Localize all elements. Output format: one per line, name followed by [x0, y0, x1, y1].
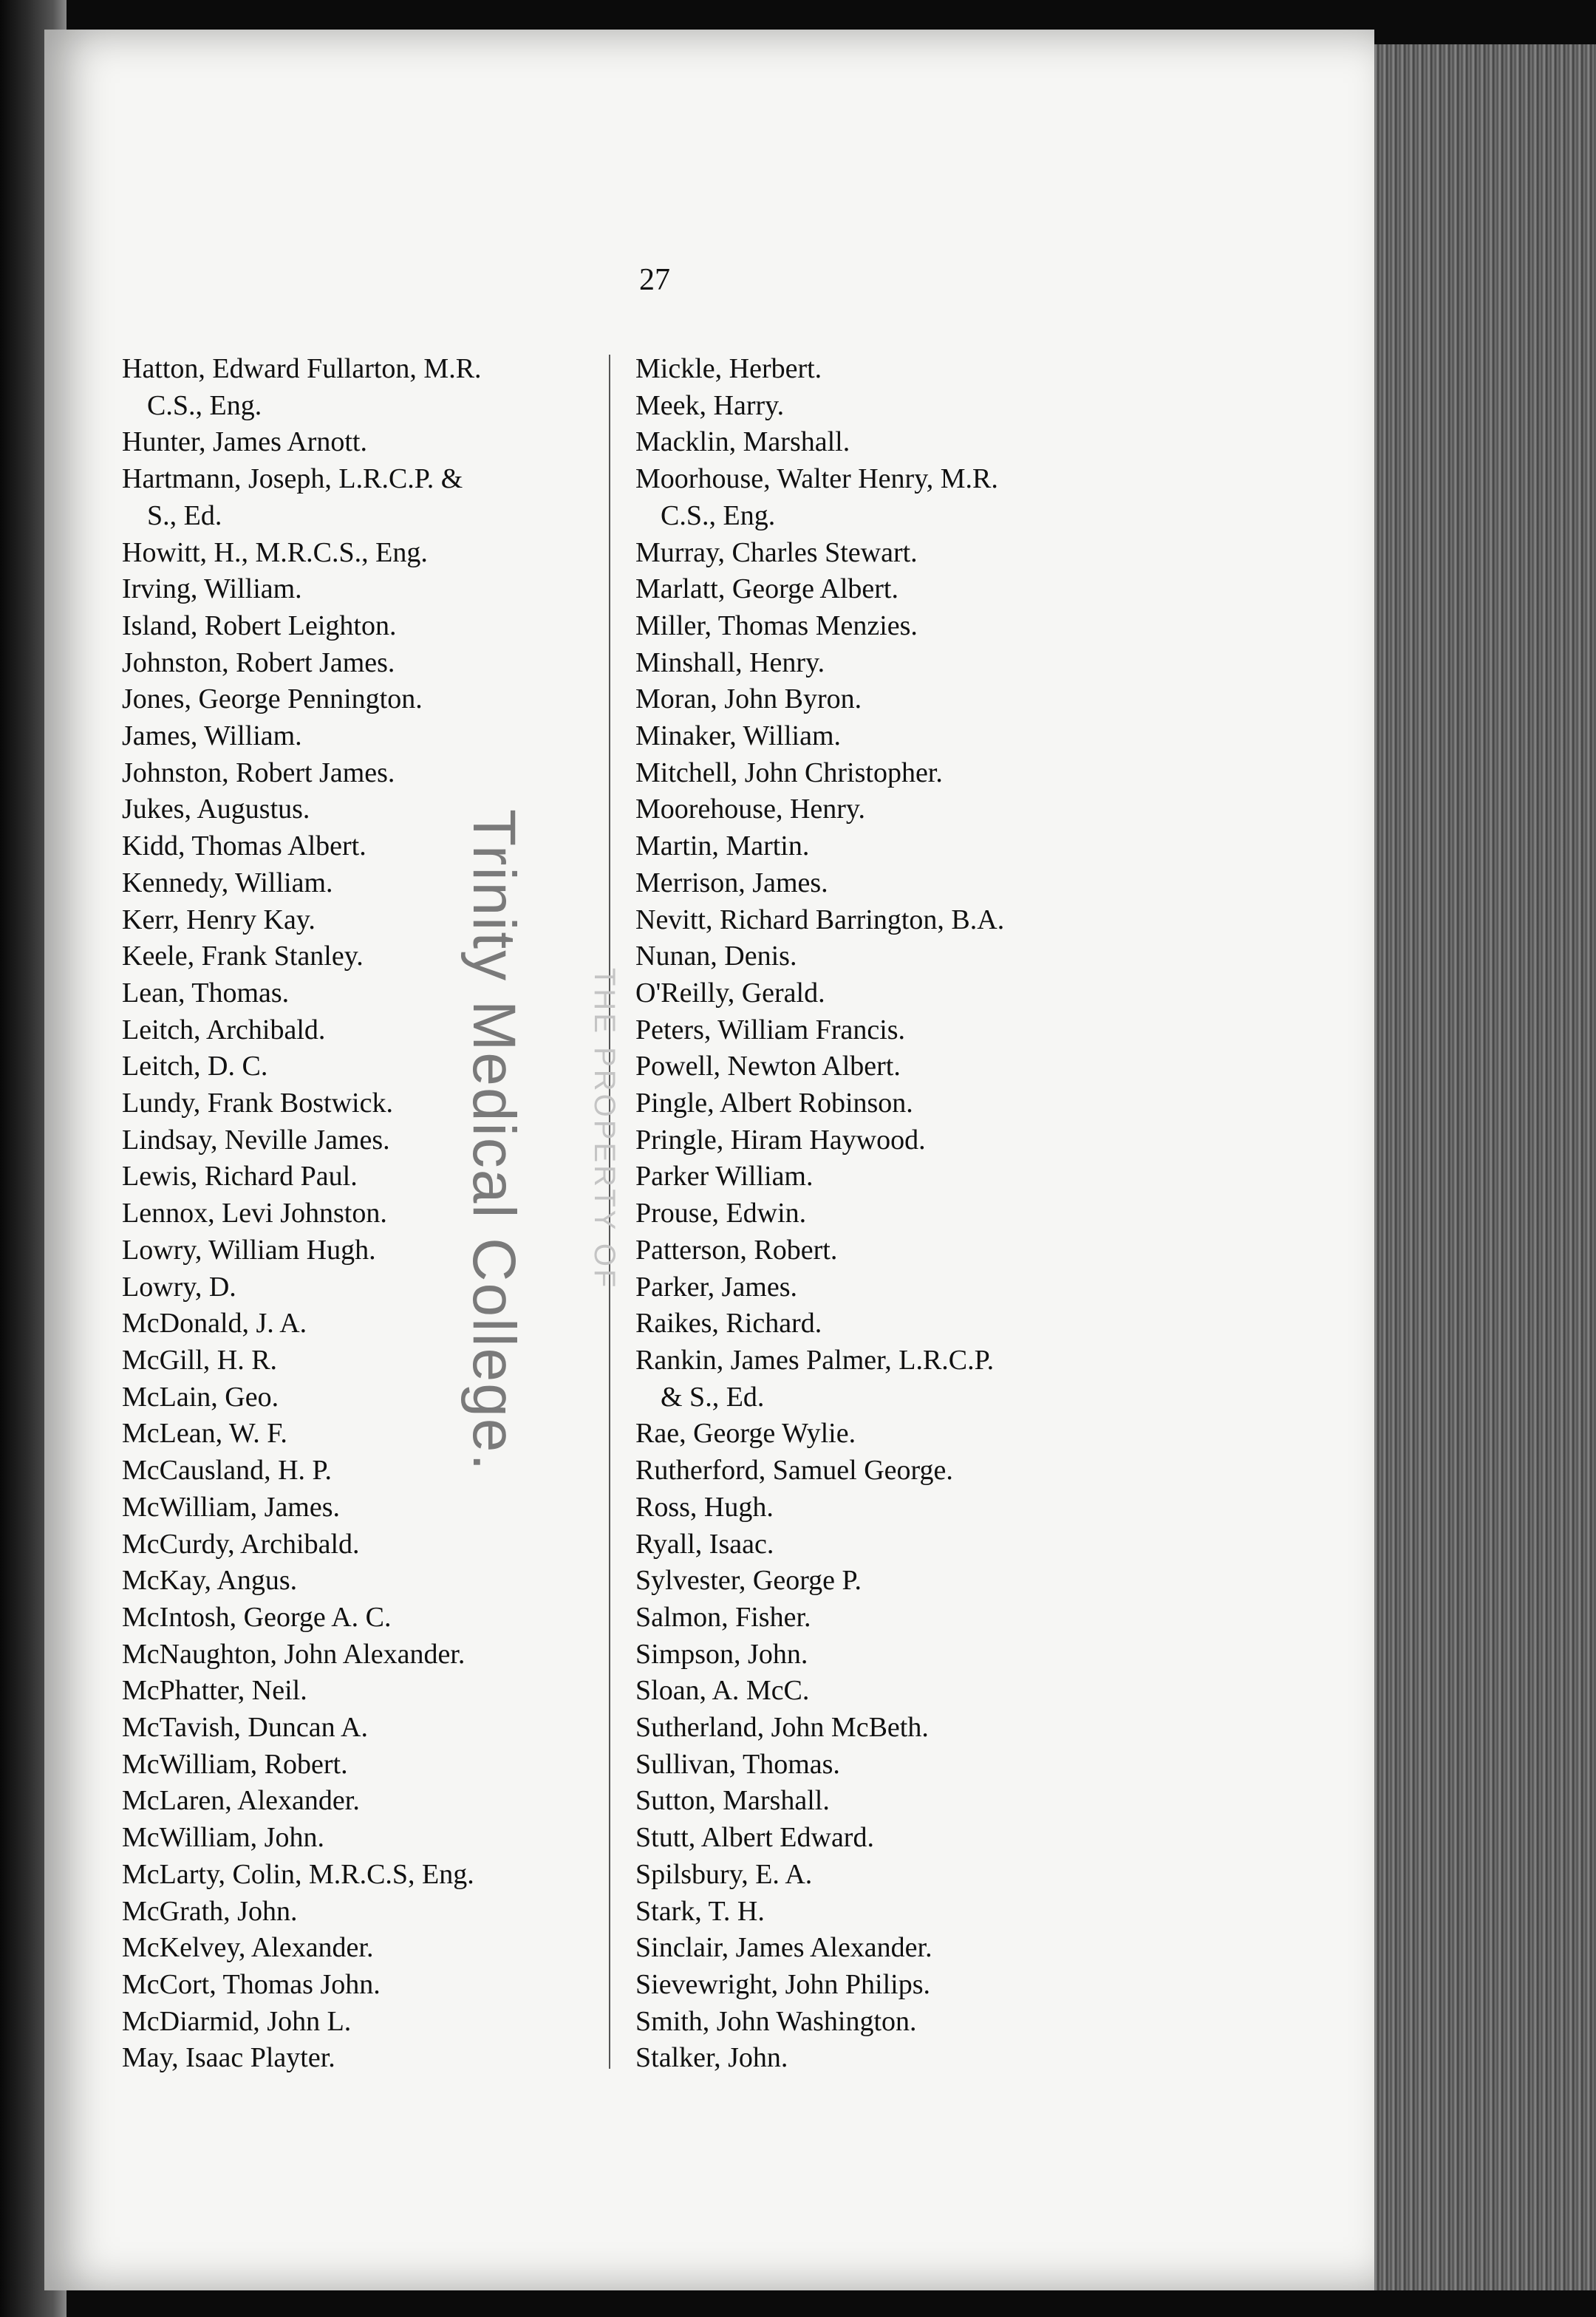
list-item: Moorehouse, Henry.: [635, 794, 865, 825]
list-item: Mitchell, John Christopher.: [635, 757, 943, 788]
list-item: Powell, Newton Albert.: [635, 1051, 901, 1082]
list-item: Parker, James.: [635, 1271, 798, 1303]
list-item: Sutherland, John McBeth.: [635, 1712, 929, 1744]
list-item: Sullivan, Thomas.: [635, 1748, 840, 1780]
list-item: James, William.: [122, 720, 302, 752]
list-item: Parker William.: [635, 1161, 814, 1192]
list-item: McWilliam, Robert.: [122, 1748, 348, 1780]
list-item: Merrison, James.: [635, 867, 828, 898]
list-item: Rutherford, Samuel George.: [635, 1455, 953, 1487]
list-item: Island, Robert Leighton.: [122, 610, 397, 641]
list-item: Irving, William.: [122, 573, 302, 605]
list-item: McGrath, John.: [122, 1895, 298, 1927]
list-item: Minaker, William.: [635, 720, 842, 752]
list-item: Keele, Frank Stanley.: [122, 941, 364, 972]
list-item: Lewis, Richard Paul.: [122, 1161, 358, 1192]
list-item: Sloan, A. McC.: [635, 1675, 810, 1707]
list-item: McPhatter, Neil.: [122, 1675, 307, 1707]
list-item: McLaren, Alexander.: [122, 1785, 360, 1817]
name-list-left: [122, 351, 647, 2077]
list-item: Hunter, James Arnott.: [122, 426, 367, 458]
list-item: Raikes, Richard.: [635, 1308, 822, 1340]
list-item: Lennox, Levi Johnston.: [122, 1198, 387, 1229]
list-item: McIntosh, George A. C.: [122, 1601, 392, 1633]
list-item: Patterson, Robert.: [635, 1234, 838, 1266]
list-item: Sinclair, James Alexander.: [635, 1932, 932, 1964]
list-item: McKelvey, Alexander.: [122, 1932, 374, 1964]
list-item: Jones, George Pennington.: [122, 683, 423, 715]
list-item: Nunan, Denis.: [635, 941, 797, 972]
list-item: Ross, Hugh.: [635, 1491, 774, 1523]
list-item: Leitch, Archibald.: [122, 1014, 326, 1045]
list-item: McLean, W. F.: [122, 1418, 287, 1450]
list-item: May, Isaac Playter.: [122, 2042, 335, 2074]
list-item: Meek, Harry.: [635, 389, 785, 421]
list-item: Sutton, Marshall.: [635, 1785, 830, 1817]
list-item: McWilliam, John.: [122, 1822, 324, 1854]
list-item: Kidd, Thomas Albert.: [122, 830, 366, 862]
list-item: Moran, John Byron.: [635, 683, 862, 715]
faint-ownership-stamp: THE PROPERTY OF: [588, 968, 621, 1291]
list-item: Sievewright, John Philips.: [635, 1968, 931, 2000]
list-item: McKay, Angus.: [122, 1565, 298, 1597]
name-list-right: [635, 351, 1182, 2077]
list-item: Howitt, H., M.R.C.S., Eng.: [122, 536, 428, 568]
list-item: McCurdy, Archibald.: [122, 1528, 360, 1560]
list-item: McLain, Geo.: [122, 1381, 279, 1413]
list-item: McDonald, J. A.: [122, 1308, 307, 1340]
list-item: Mickle, Herbert.: [635, 353, 822, 384]
list-item: Miller, Thomas Menzies.: [635, 610, 918, 641]
list-item: McLarty, Colin, M.R.C.S, Eng.: [122, 1858, 474, 1890]
list-item: Macklin, Marshall.: [635, 426, 850, 458]
list-item: Murray, Charles Stewart.: [635, 536, 918, 568]
list-item: Lundy, Frank Bostwick.: [122, 1088, 393, 1119]
list-item: Smith, John Washington.: [635, 2005, 917, 2037]
list-item: Kerr, Henry Kay.: [122, 904, 316, 935]
list-item: Nevitt, Richard Barrington, B.A.: [635, 904, 1005, 935]
list-item: Martin, Martin.: [635, 830, 810, 862]
list-item: Peters, William Francis.: [635, 1014, 906, 1045]
list-item: Lowry, D.: [122, 1271, 236, 1303]
list-item: Lindsay, Neville James.: [122, 1124, 390, 1156]
list-item: Prouse, Edwin.: [635, 1198, 807, 1229]
list-item: Pringle, Hiram Haywood.: [635, 1124, 926, 1156]
list-item: Jukes, Augustus.: [122, 794, 310, 825]
list-item: Lowry, William Hugh.: [122, 1234, 376, 1266]
page-edges: [1371, 44, 1596, 2290]
list-item: Johnston, Robert James.: [122, 757, 395, 788]
list-item: Sylvester, George P.: [635, 1565, 862, 1597]
list-item: McNaughton, John Alexander.: [122, 1638, 466, 1670]
list-item: Stark, T. H.: [635, 1895, 765, 1927]
list-item: Rankin, James Palmer, L.R.C.P. & S., Ed.: [635, 1344, 995, 1413]
list-item: Ryall, Isaac.: [635, 1528, 774, 1560]
list-item: McDiarmid, John L.: [122, 2005, 352, 2037]
list-item: McCort, Thomas John.: [122, 1968, 381, 2000]
list-item: Moorhouse, Walter Henry, M.R. C.S., Eng.: [635, 463, 998, 531]
list-item: Stutt, Albert Edward.: [635, 1822, 874, 1854]
list-item: McCausland, H. P.: [122, 1455, 332, 1487]
list-item: Hartmann, Joseph, L.R.C.P. & S., Ed.: [122, 463, 463, 531]
list-item: Kennedy, William.: [122, 867, 333, 898]
list-item: O'Reilly, Gerald.: [635, 977, 825, 1009]
list-item: McGill, H. R.: [122, 1344, 278, 1376]
list-item: Marlatt, George Albert.: [635, 573, 898, 605]
list-item: Minshall, Henry.: [635, 646, 825, 678]
list-item: Simpson, John.: [635, 1638, 808, 1670]
list-item: Salmon, Fisher.: [635, 1601, 811, 1633]
list-item: Hatton, Edward Fullarton, M.R. C.S., Eng.: [122, 353, 482, 421]
list-item: Johnston, Robert James.: [122, 646, 395, 678]
list-item: Spilsbury, E. A.: [635, 1858, 813, 1890]
list-item: McTavish, Duncan A.: [122, 1712, 368, 1744]
list-item: Pingle, Albert Robinson.: [635, 1088, 913, 1119]
list-item: Stalker, John.: [635, 2042, 788, 2074]
book-page: [44, 30, 1374, 2290]
list-item: Lean, Thomas.: [122, 977, 290, 1009]
list-item: Leitch, D. C.: [122, 1051, 268, 1082]
list-item: Rae, George Wylie.: [635, 1418, 856, 1450]
list-item: McWilliam, James.: [122, 1491, 341, 1523]
library-stamp: Trinity Medical College.: [460, 809, 528, 1473]
page-number: 27: [639, 263, 670, 297]
